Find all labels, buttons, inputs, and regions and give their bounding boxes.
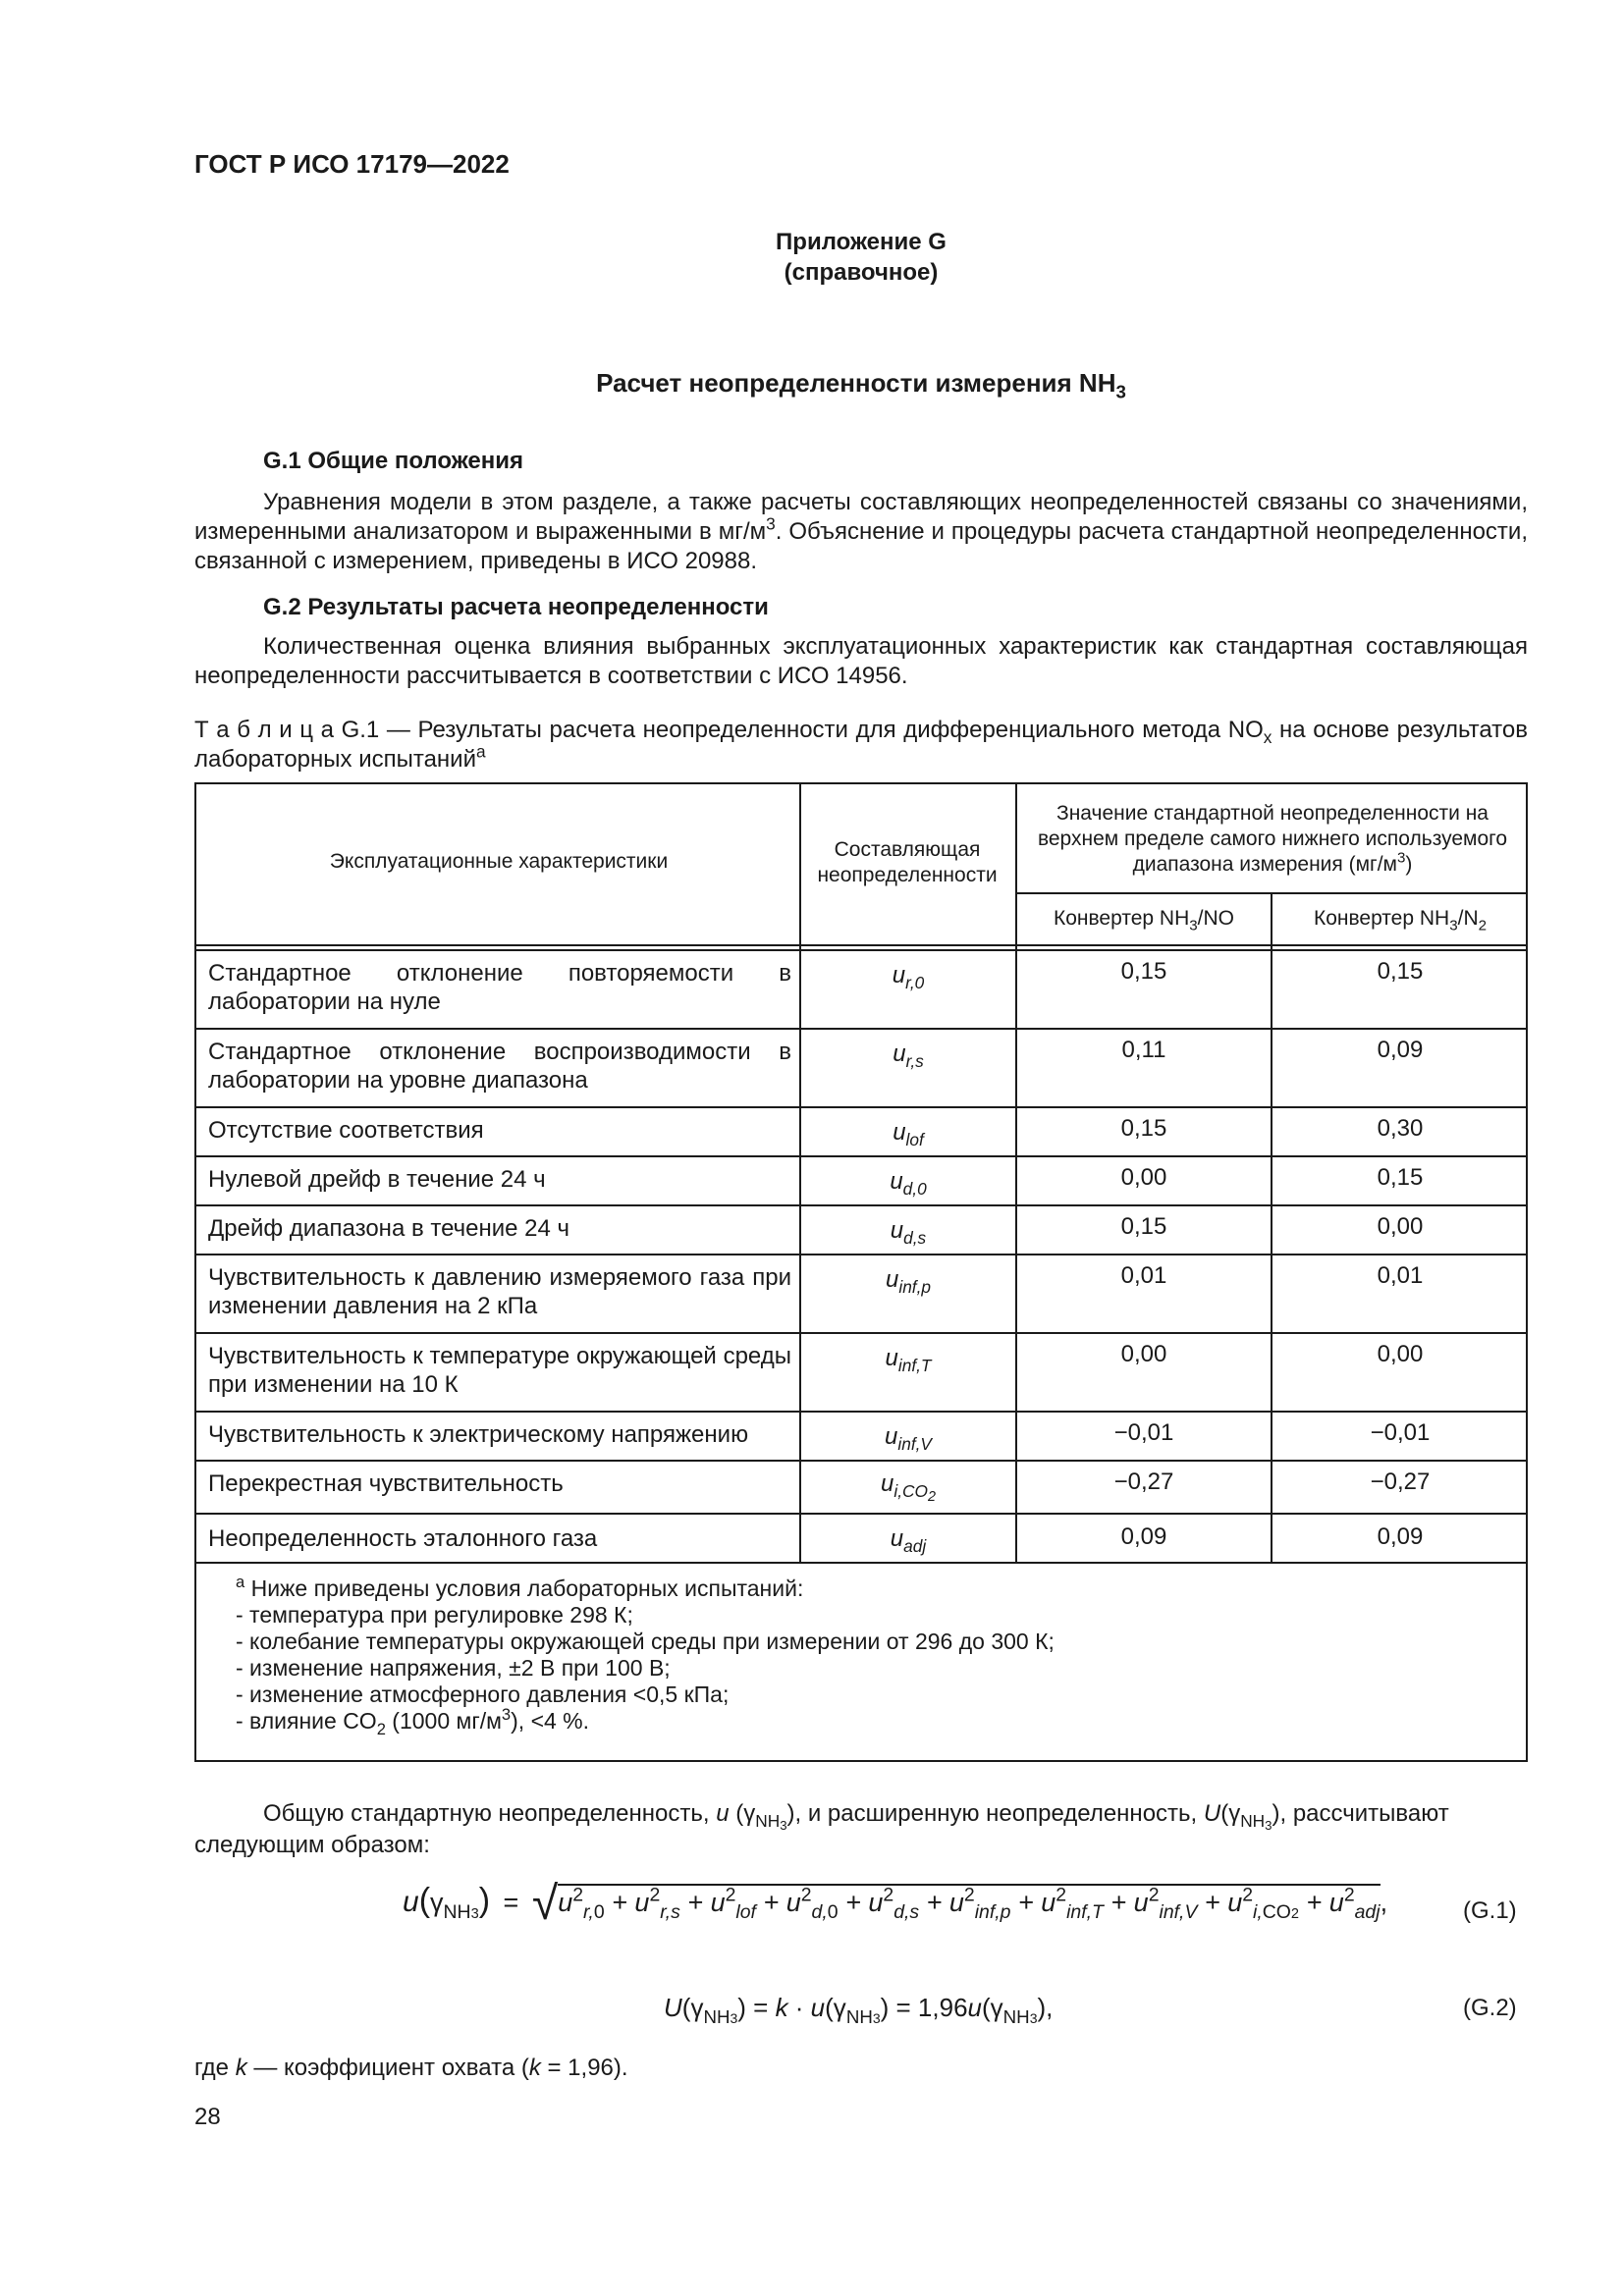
table-row-desc: Дрейф диапазона в течение 24 ч <box>208 1215 570 1242</box>
table-row-desc: Чувствительность к электрическому напряжению <box>208 1421 749 1448</box>
equation-g2: $U(\gamma_{NH3}) = k \cdot u(\gamma_{NH3}) = 1,96u(\gamma_{NH3})$, <box>664 1993 1054 2027</box>
where-k-definition: где k — коэффициент охвата (k = 1,96). <box>194 2055 628 2081</box>
table-row-value-no: 0,01 <box>1120 1262 1167 1289</box>
table-row-value-n2: −0,01 <box>1370 1419 1431 1446</box>
footnote-item: - температура при регулировке 298 К; <box>236 1602 633 1628</box>
footnote-item: - влияние $CO_2$ (1000 $мг/м^3$), <4 %. <box>236 1704 590 1738</box>
equation-g2-number: (G.2) <box>1463 1995 1517 2021</box>
table-row-value-no: −0,01 <box>1113 1419 1174 1446</box>
uncertainty-table <box>194 782 1528 1762</box>
table-row-value-no: 0,15 <box>1120 958 1167 985</box>
table-row-desc: Стандартное отклонение воспроизводимости в лаборатории на уровне диапазона <box>208 1039 791 1094</box>
table-row-value-n2: 0,15 <box>1377 1164 1424 1191</box>
table-row-divider <box>196 1411 1528 1413</box>
col-header-converter-nh3-no: Конвертер $NH_3/NO$ <box>1054 907 1234 934</box>
equation-g1: $u(\gamma_{NH3}) = √u^2_{r,0} + u^2_{r,s} + u^2_{lof} + u^2_{d,0} + u^2_{d,s} + u^2_{inf,p} + u^2_{inf,T} + u^2_{inf,V} + u^2_{i,CO2} + u^2_{adj}$, <box>403 1878 1388 1930</box>
document-code: ГОСТ Р ИСО 17179—2022 <box>194 149 510 179</box>
footnote-item: - колебание температуры окружающей среды при измерении от 296 до 300 К; <box>236 1629 1055 1654</box>
table-row-divider <box>196 1254 1528 1255</box>
table-header-divider <box>1015 892 1528 894</box>
section-g1-heading: G.1 Общие положения <box>263 448 523 474</box>
table-row-value-n2: 0,30 <box>1377 1115 1424 1142</box>
table-row-value-n2: 0,00 <box>1377 1341 1424 1367</box>
table-row-symbol: $u_{d,s}$ <box>890 1217 927 1249</box>
table-row-symbol: $u_{r,0}$ <box>892 962 925 993</box>
table-row-divider <box>196 1332 1528 1334</box>
table-header-bottom <box>196 944 1528 946</box>
table-row-value-n2: 0,01 <box>1377 1262 1424 1289</box>
table-row-desc: Неопределенность эталонного газа <box>208 1525 598 1552</box>
table-row-symbol: $u_{i,CO2}$ <box>881 1470 936 1506</box>
table-row-symbol: $u_{d,0}$ <box>890 1168 927 1200</box>
table-row-divider <box>196 1155 1528 1157</box>
after-table-paragraph: Общую стандартную неопределенность, u $(\gamma_{NH3})$, и расширенную неопределенность, $U(\gamma_{NH3})$, рассчитывают <box>263 1800 1449 1834</box>
table-row-value-n2: 0,00 <box>1377 1213 1424 1240</box>
footnote-item: - изменение напряжения, ±2 В при 100 В; <box>236 1655 671 1681</box>
table-body-bottom <box>196 1562 1528 1564</box>
table-row-symbol: $u_{inf,p}$ <box>886 1266 931 1298</box>
table-row-value-no: 0,09 <box>1120 1523 1167 1550</box>
table-row-value-n2: 0,15 <box>1377 958 1424 985</box>
section-g2-paragraph: Количественная оценка влияния выбранных эксплуатационных характеристик как стандартная составляющая неопределенности рассчитывается в соответствии с ИСО 14956. <box>194 633 1528 689</box>
table-row-divider <box>196 1204 1528 1206</box>
table-row-divider <box>196 1513 1528 1515</box>
table-footnote: $^a$ Ниже приведены условия лабораторных испытаний: - температура при регулировке 298 К; - колебание температуры окружающей среды при измерении от 296 до 300 К; - изменение напряжения, ±2 В при 100 В; - изменение атмосферного давления <0,5 кПа; - влияние $CO_2$ (1000 $мг/м^3$), <4 %. <box>236 1575 1512 1735</box>
col-header-component: Составляющая неопределенности <box>817 838 998 886</box>
page-number: 28 <box>194 2104 221 2130</box>
table-row-value-n2: 0,09 <box>1377 1523 1424 1550</box>
footnote-item: - изменение атмосферного давления <0,5 кПа; <box>236 1682 730 1707</box>
equation-g1-number: (G.1) <box>1463 1897 1517 1924</box>
table-row-value-no: 0,15 <box>1120 1115 1167 1142</box>
table-caption: Т а б л и ц а G.1 — Результаты расчета неопределенности для дифференциального метода $NO_x$ на основе результатов лабораторных испытаний$^a$ <box>194 717 1529 773</box>
table-row-desc: Стандартное отклонение повторяемости в лаборатории на нуле <box>208 960 791 1015</box>
table-row-desc: Перекрестная чувствительность <box>208 1470 564 1497</box>
appendix-title: Приложение G <box>776 229 947 255</box>
section-g1-paragraph: Уравнения модели в этом разделе, а также расчеты составляющих неопределенностей связаны со значениями, измеренными анализатором и выраженными в $мг/м^3$. Объяснение и процедуры расчета стандартной неопределенности, связанной с измерением, приведены в ИСО 20988. <box>194 489 1528 574</box>
table-row-desc: Чувствительность к давлению измеряемого газа при изменении давления на 2 кПа <box>208 1264 791 1319</box>
table-row-divider <box>196 1028 1528 1030</box>
main-title: Расчет неопределенности измерения $NH_3$ <box>596 368 1126 402</box>
table-row-symbol: $u_{adj}$ <box>890 1525 927 1557</box>
table-row-divider <box>196 1106 1528 1108</box>
table-row-value-no: 0,00 <box>1120 1164 1167 1191</box>
table-row-value-n2: 0,09 <box>1377 1037 1424 1063</box>
table-row-value-no: −0,27 <box>1113 1468 1174 1495</box>
table-row-value-n2: −0,27 <box>1370 1468 1431 1495</box>
table-row-divider <box>196 1460 1528 1462</box>
section-g2-heading: G.2 Результаты расчета неопределенности <box>263 594 769 620</box>
col-header-converter-nh3-n2: Конвертер $NH_3/N_2$ <box>1313 907 1488 934</box>
table-row-symbol: $u_{inf,V}$ <box>885 1423 932 1455</box>
table-row-symbol: $u_{inf,T}$ <box>885 1345 932 1376</box>
table-row-value-no: 0,11 <box>1121 1037 1166 1063</box>
table-header-bottom-double <box>196 949 1528 951</box>
col-header-characteristics: Эксплуатационные характеристики <box>329 850 669 873</box>
table-row-desc: Отсутствие соответствия <box>208 1117 484 1144</box>
table-row-desc: Нулевой дрейф в течение 24 ч <box>208 1166 546 1193</box>
table-row-symbol: $u_{r,s}$ <box>893 1041 924 1072</box>
table-row-desc: Чувствительность к температуре окружающей среды при изменении на 10 К <box>208 1343 791 1398</box>
table-row-value-no: 0,00 <box>1120 1341 1167 1367</box>
table-row-symbol: $u_{lof}$ <box>893 1119 924 1150</box>
appendix-kind: (справочное) <box>784 259 939 286</box>
table-row-value-no: 0,15 <box>1120 1213 1167 1240</box>
after-table-paragraph-cont: следующим образом: <box>194 1832 430 1858</box>
col-header-value: Значение стандартной неопределенности на верхнем пределе самого нижнего используемого диапазона измерения $(мг/м^3)$ <box>1037 802 1508 876</box>
